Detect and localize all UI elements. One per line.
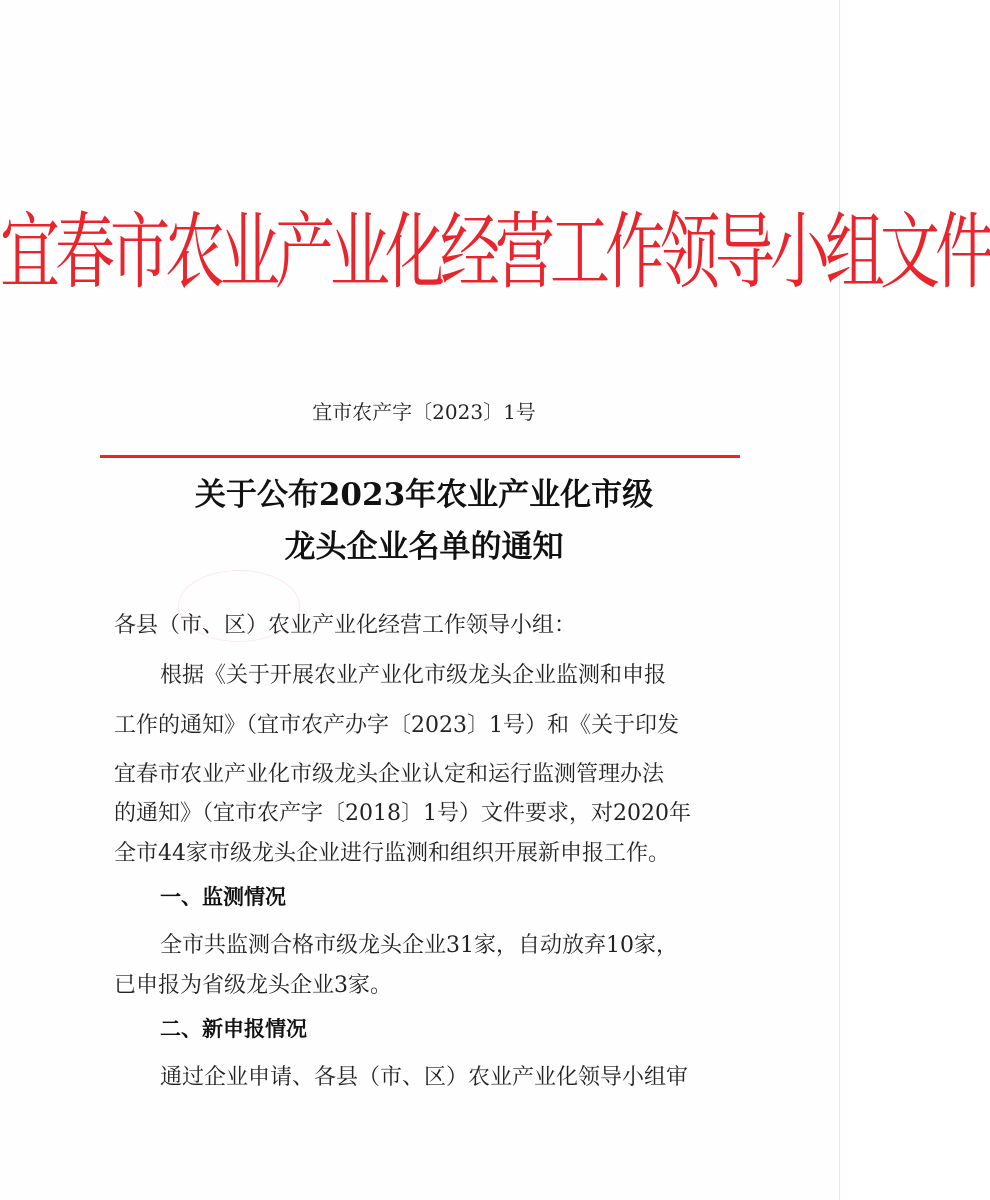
section-2-heading: 二、新申报情况: [160, 1017, 307, 1041]
paragraph1-line-4: 的通知》（宜市农产字〔2018〕1号）文件要求，对2020年: [114, 801, 691, 826]
section1-line-1: 全市共监测合格市级龙头企业31家，自动放弃10家，: [160, 933, 678, 958]
red-divider-rule: [100, 455, 740, 458]
section-1-heading: 一、监测情况: [160, 885, 286, 909]
section1-line-2: 已申报为省级龙头企业3家。: [114, 973, 392, 998]
paragraph1-line-1: 根据《关于开展农业产业化市级龙头企业监测和申报: [160, 663, 667, 688]
notice-title-line-1: 关于公布2023年农业产业化市级: [194, 477, 654, 513]
paragraph1-line-3: 宜春市农业产业化市级龙头企业认定和运行监测管理办法: [114, 762, 665, 787]
notice-title-line-2: 龙头企业名单的通知: [284, 529, 564, 565]
red-header-title: 宜春市农业产业化经营工作领导小组文件: [0, 204, 990, 302]
paragraph1-line-2: 工作的通知》（宜市农产办字〔2023〕1号）和《关于印发: [114, 713, 679, 738]
section2-line-1: 通过企业申请、各县（市、区）农业产业化领导小组审: [160, 1065, 689, 1090]
page-edge: [839, 0, 840, 1200]
document-number: 宜市农产字〔2023〕1号: [312, 400, 536, 424]
paragraph1-line-5: 全市44家市级龙头企业进行监测和组织开展新申报工作。: [114, 841, 670, 866]
salutation: 各县（市、区）农业产业化经营工作领导小组：: [114, 613, 577, 638]
